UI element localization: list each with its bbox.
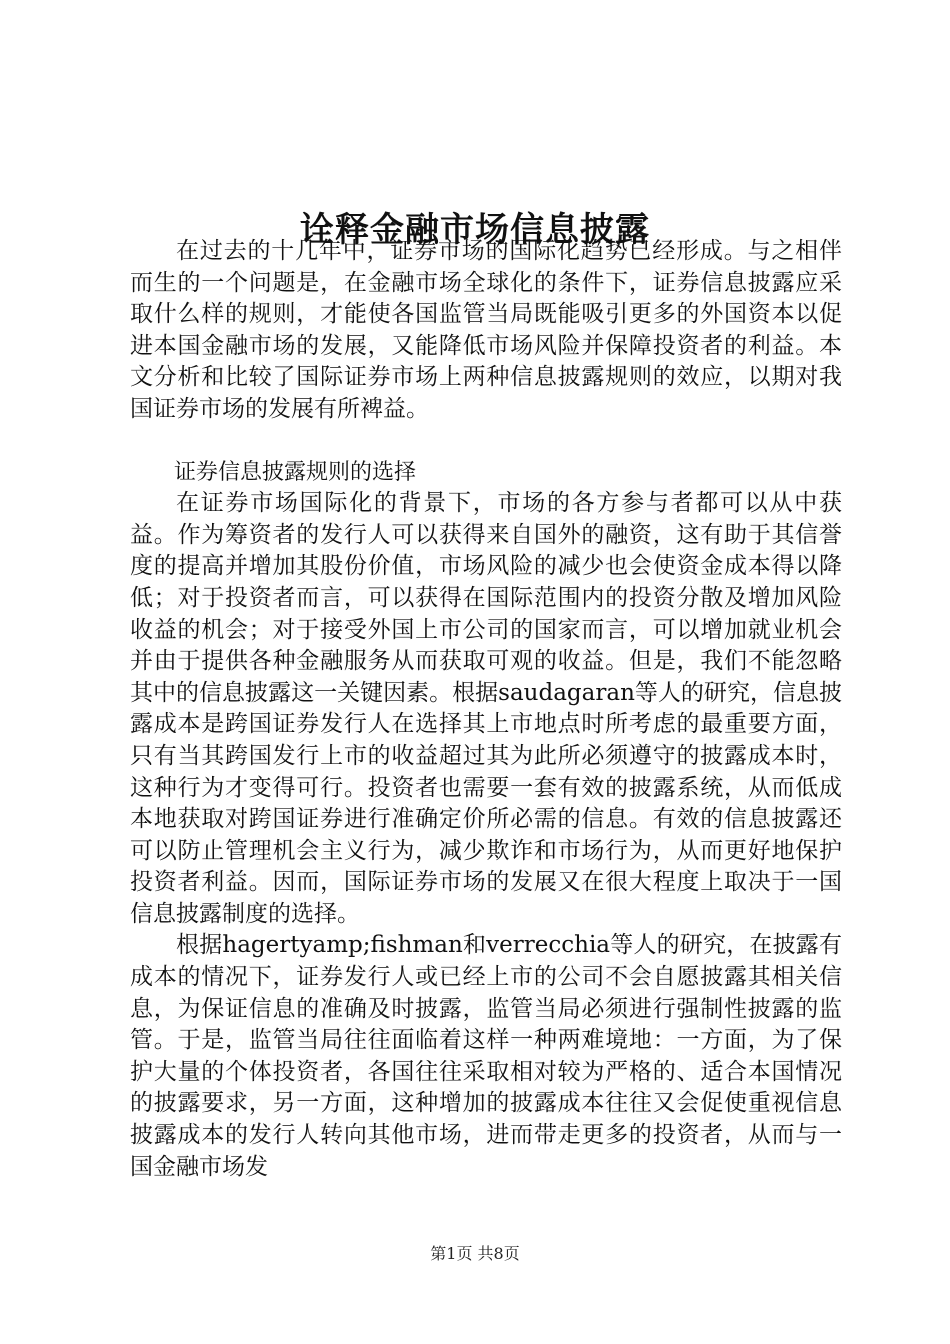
paragraph-body-2: 根据hagertyamp;fishman和verrecchia等人的研究，在披露有成本的情况下，证券发行人或已经上市的公司不会自愿披露其相关信息，为保证信息的准确及时披露，监管当局必须进行强制性披露的监管。于是，监管当局往往面临着这样一种两难境地：一方面，为了保护大量的个体投资者，各国往往采取相对较为严格的、适合本国情况的披露要求，另一方面，这种增加的披露成本往往又会促使重视信息披露成本的发行人转向其他市场，进而带走更多的投资者，从而与一国金融市场发 [130, 932, 842, 1180]
section-heading: 证券信息披露规则的选择 [174, 459, 417, 485]
paragraph-intro: 在过去的十几年中，证券市场的国际化趋势已经形成。与之相伴而生的一个问题是，在金融市场全球化的条件下，证券信息披露应采取什么样的规则，才能使各国监管当局既能吸引更多的外国资本以促进本国金融市场的发展，又能降低市场风险并保障投资者的利益。本文分析和比较了国际证券市场上两种信息披露规则的效应，以期对我国证券市场的发展有所裨益。 [130, 238, 842, 422]
paragraph-body-1: 在证券市场国际化的背景下，市场的各方参与者都可以从中获益。作为筹资者的发行人可以获得来自国外的融资，这有助于其信誉度的提高并增加其股份价值，市场风险的减少也会使资金成本得以降低；对于投资者而言，可以获得在国际范围内的投资分散及增加风险收益的机会；对于接受外国上市公司的国家而言，可以增加就业机会并由于提供各种金融服务从而获取可观的收益。但是，我们不能忽略其中的信息披露这一关键因素。根据saudagaran等人的研究，信息披露成本是跨国证券发行人在选择其上市地点时所考虑的最重要方面，只有当其跨国发行上市的收益超过其为此所必须遵守的披露成本时，这种行为才变得可行。投资者也需要一套有效的披露系统，从而低成本地获取对跨国证券进行准确定价所必需的信息。有效的信息披露还可以防止管理机会主义行为，减少欺诈和市场行为，从而更好地保护投资者利益。因而，国际证券市场的发展又在很大程度上取决于一国信息披露制度的选择。 [130, 490, 842, 927]
document-title: 诠释金融市场信息披露 [300, 209, 650, 250]
page-number-footer: 第1页 共8页 [430, 1244, 520, 1263]
document-body [130, 236, 842, 1183]
